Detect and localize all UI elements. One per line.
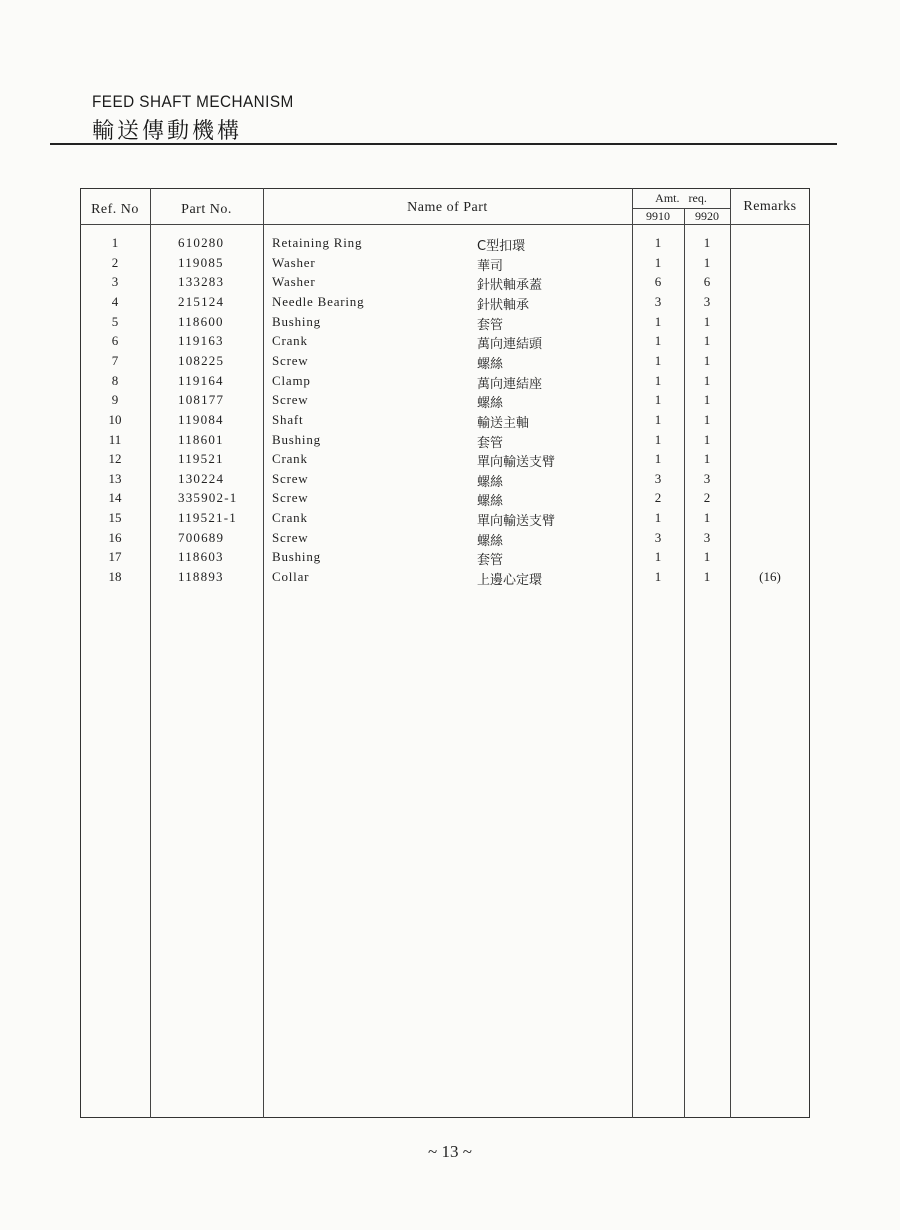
amount-9910: 1 bbox=[654, 333, 662, 349]
column-header-part: Part No. bbox=[181, 202, 232, 217]
amount-9920: 1 bbox=[703, 333, 711, 349]
amount-9920: 1 bbox=[703, 235, 711, 250]
ref-number: 16 bbox=[108, 529, 122, 545]
part-name-chinese: 螺絲 bbox=[477, 533, 504, 549]
ref-number: 9 bbox=[111, 392, 119, 408]
part-number: 119084 bbox=[178, 411, 224, 427]
amount-9920: 3 bbox=[703, 529, 711, 545]
amount-9910: 1 bbox=[654, 431, 662, 447]
page-number: ~ 13 ~ bbox=[428, 1142, 472, 1161]
part-number: 108225 bbox=[178, 352, 225, 368]
table-row bbox=[0, 451, 900, 471]
part-number: 130224 bbox=[178, 470, 225, 486]
column-header-remarks: Remarks bbox=[743, 199, 797, 214]
part-name-chinese: 上邊心定環 bbox=[477, 573, 543, 589]
part-name-chinese: 萬向連結頭 bbox=[477, 337, 543, 353]
part-name-chinese: 螺絲 bbox=[477, 396, 504, 412]
part-number: 215124 bbox=[178, 293, 225, 309]
ref-number: 18 bbox=[108, 569, 122, 585]
part-number: 700689 bbox=[178, 529, 225, 545]
table-row bbox=[0, 373, 900, 393]
amount-9920: 1 bbox=[703, 431, 711, 447]
part-name: Collar bbox=[272, 569, 310, 585]
part-name: Clamp bbox=[272, 372, 311, 388]
part-name: Screw bbox=[272, 529, 309, 545]
part-name-chinese: 萬向連結座 bbox=[477, 376, 543, 392]
part-name-chinese: C型扣環 bbox=[477, 239, 526, 254]
amount-9920: 1 bbox=[703, 372, 711, 388]
remarks: (16) bbox=[759, 569, 781, 585]
amount-9910: 1 bbox=[654, 352, 662, 368]
amount-9920: 1 bbox=[703, 510, 711, 526]
part-name: Screw bbox=[272, 490, 309, 506]
amount-9920: 1 bbox=[703, 313, 711, 329]
header-rule bbox=[80, 224, 810, 225]
ref-number: 15 bbox=[108, 510, 122, 526]
table-row bbox=[0, 353, 900, 373]
part-name: Bushing bbox=[272, 313, 321, 329]
amount-9920: 1 bbox=[703, 352, 711, 368]
ref-number: 8 bbox=[111, 372, 119, 388]
part-name: Washer bbox=[272, 274, 316, 290]
part-name: Screw bbox=[272, 392, 309, 408]
part-number: 119163 bbox=[178, 333, 224, 349]
amount-9910: 1 bbox=[654, 411, 662, 427]
amount-9920: 1 bbox=[703, 451, 711, 467]
ref-number: 2 bbox=[111, 254, 119, 270]
part-number: 118603 bbox=[178, 549, 224, 565]
column-header-name: Name of Part bbox=[407, 200, 488, 215]
amount-9920: 1 bbox=[703, 392, 711, 408]
ref-number: 3 bbox=[111, 274, 119, 290]
part-name-chinese: 單向輸送支臂 bbox=[477, 455, 556, 471]
table-row bbox=[0, 274, 900, 294]
part-name-chinese: 螺絲 bbox=[477, 494, 504, 510]
amount-9910: 2 bbox=[654, 490, 662, 506]
part-name-chinese: 套管 bbox=[477, 553, 504, 569]
amount-9910: 6 bbox=[654, 274, 662, 290]
part-name-chinese: 套管 bbox=[477, 317, 504, 333]
part-number: 118600 bbox=[178, 313, 224, 329]
ref-number: 13 bbox=[108, 470, 122, 486]
table-row bbox=[0, 569, 900, 589]
part-name-chinese: 針狀軸承蓋 bbox=[477, 278, 543, 294]
part-number: 118601 bbox=[178, 431, 224, 447]
part-number: 335902-1 bbox=[178, 490, 238, 506]
part-number: 119164 bbox=[178, 372, 224, 388]
amount-9920: 1 bbox=[703, 569, 711, 585]
amount-9920: 1 bbox=[703, 254, 711, 270]
ref-number: 14 bbox=[108, 490, 122, 506]
amount-9910: 1 bbox=[654, 451, 662, 467]
table-row bbox=[0, 255, 900, 275]
part-name: Crank bbox=[272, 510, 308, 526]
table-row bbox=[0, 314, 900, 334]
part-name: Crank bbox=[272, 333, 308, 349]
table-row bbox=[0, 294, 900, 314]
part-number: 119521-1 bbox=[178, 510, 237, 526]
amount-9910: 1 bbox=[654, 569, 662, 585]
page-title-english: FEED SHAFT MECHANISM bbox=[92, 92, 294, 111]
part-name: Retaining Ring bbox=[272, 235, 363, 250]
part-number: 108177 bbox=[178, 392, 225, 408]
amount-9920: 6 bbox=[703, 274, 711, 290]
part-name: Needle Bearing bbox=[272, 293, 365, 309]
part-name: Screw bbox=[272, 470, 309, 486]
part-number: 119085 bbox=[178, 254, 224, 270]
amount-9920: 1 bbox=[703, 549, 711, 565]
amount-9910: 1 bbox=[654, 254, 662, 270]
part-name: Shaft bbox=[272, 411, 304, 427]
ref-number: 17 bbox=[108, 549, 122, 565]
page-title-chinese: 輸送傳動機構 bbox=[92, 119, 243, 144]
amount-9910: 1 bbox=[654, 510, 662, 526]
ref-number: 6 bbox=[111, 333, 119, 349]
ref-number: 10 bbox=[108, 411, 122, 427]
ref-number: 12 bbox=[108, 451, 122, 467]
amount-9910: 1 bbox=[654, 235, 662, 250]
part-number: 118893 bbox=[178, 569, 224, 585]
ref-number: 4 bbox=[111, 293, 119, 309]
part-name: Bushing bbox=[272, 549, 321, 565]
ref-number: 5 bbox=[111, 313, 119, 329]
part-name-chinese: 輸送主軸 bbox=[477, 415, 530, 431]
table-row bbox=[0, 412, 900, 432]
part-name-chinese: 單向輸送支臂 bbox=[477, 514, 556, 530]
column-header-ref: Ref. No bbox=[91, 202, 139, 217]
part-name: Screw bbox=[272, 352, 309, 368]
table-row bbox=[0, 432, 900, 452]
table-row bbox=[0, 235, 900, 255]
title-divider bbox=[50, 143, 837, 145]
amount-9920: 1 bbox=[703, 411, 711, 427]
amount-9910: 1 bbox=[654, 392, 662, 408]
table-row bbox=[0, 392, 900, 412]
part-name: Washer bbox=[272, 254, 316, 270]
part-name-chinese: 螺絲 bbox=[477, 356, 504, 372]
ref-number: 11 bbox=[108, 431, 122, 447]
amount-9910: 1 bbox=[654, 372, 662, 388]
column-header-model-9920: 9920 bbox=[695, 209, 719, 223]
table-row bbox=[0, 510, 900, 530]
column-header-amount: Amt. req. bbox=[655, 191, 707, 205]
part-number: 133283 bbox=[178, 274, 225, 290]
amount-9920: 3 bbox=[703, 293, 711, 309]
ref-number: 7 bbox=[111, 352, 119, 368]
column-header-model-9910: 9910 bbox=[646, 209, 670, 223]
part-name-chinese: 華司 bbox=[477, 258, 504, 274]
part-number: 119521 bbox=[178, 451, 224, 467]
part-name-chinese: 螺絲 bbox=[477, 474, 504, 490]
table-row bbox=[0, 549, 900, 569]
amount-9910: 3 bbox=[654, 293, 662, 309]
ref-number: 1 bbox=[111, 235, 119, 250]
amount-9910: 3 bbox=[654, 529, 662, 545]
part-number: 610280 bbox=[178, 235, 225, 250]
table-row bbox=[0, 490, 900, 510]
part-name-chinese: 套管 bbox=[477, 435, 504, 451]
amount-9910: 1 bbox=[654, 549, 662, 565]
part-name: Bushing bbox=[272, 431, 321, 447]
table-row bbox=[0, 530, 900, 550]
amount-9910: 1 bbox=[654, 313, 662, 329]
part-name: Crank bbox=[272, 451, 308, 467]
table-row bbox=[0, 333, 900, 353]
part-name-chinese: 針狀軸承 bbox=[477, 297, 530, 313]
amount-9920: 2 bbox=[703, 490, 711, 506]
table-row bbox=[0, 471, 900, 491]
amount-9910: 3 bbox=[654, 470, 662, 486]
amount-9920: 3 bbox=[703, 470, 711, 486]
